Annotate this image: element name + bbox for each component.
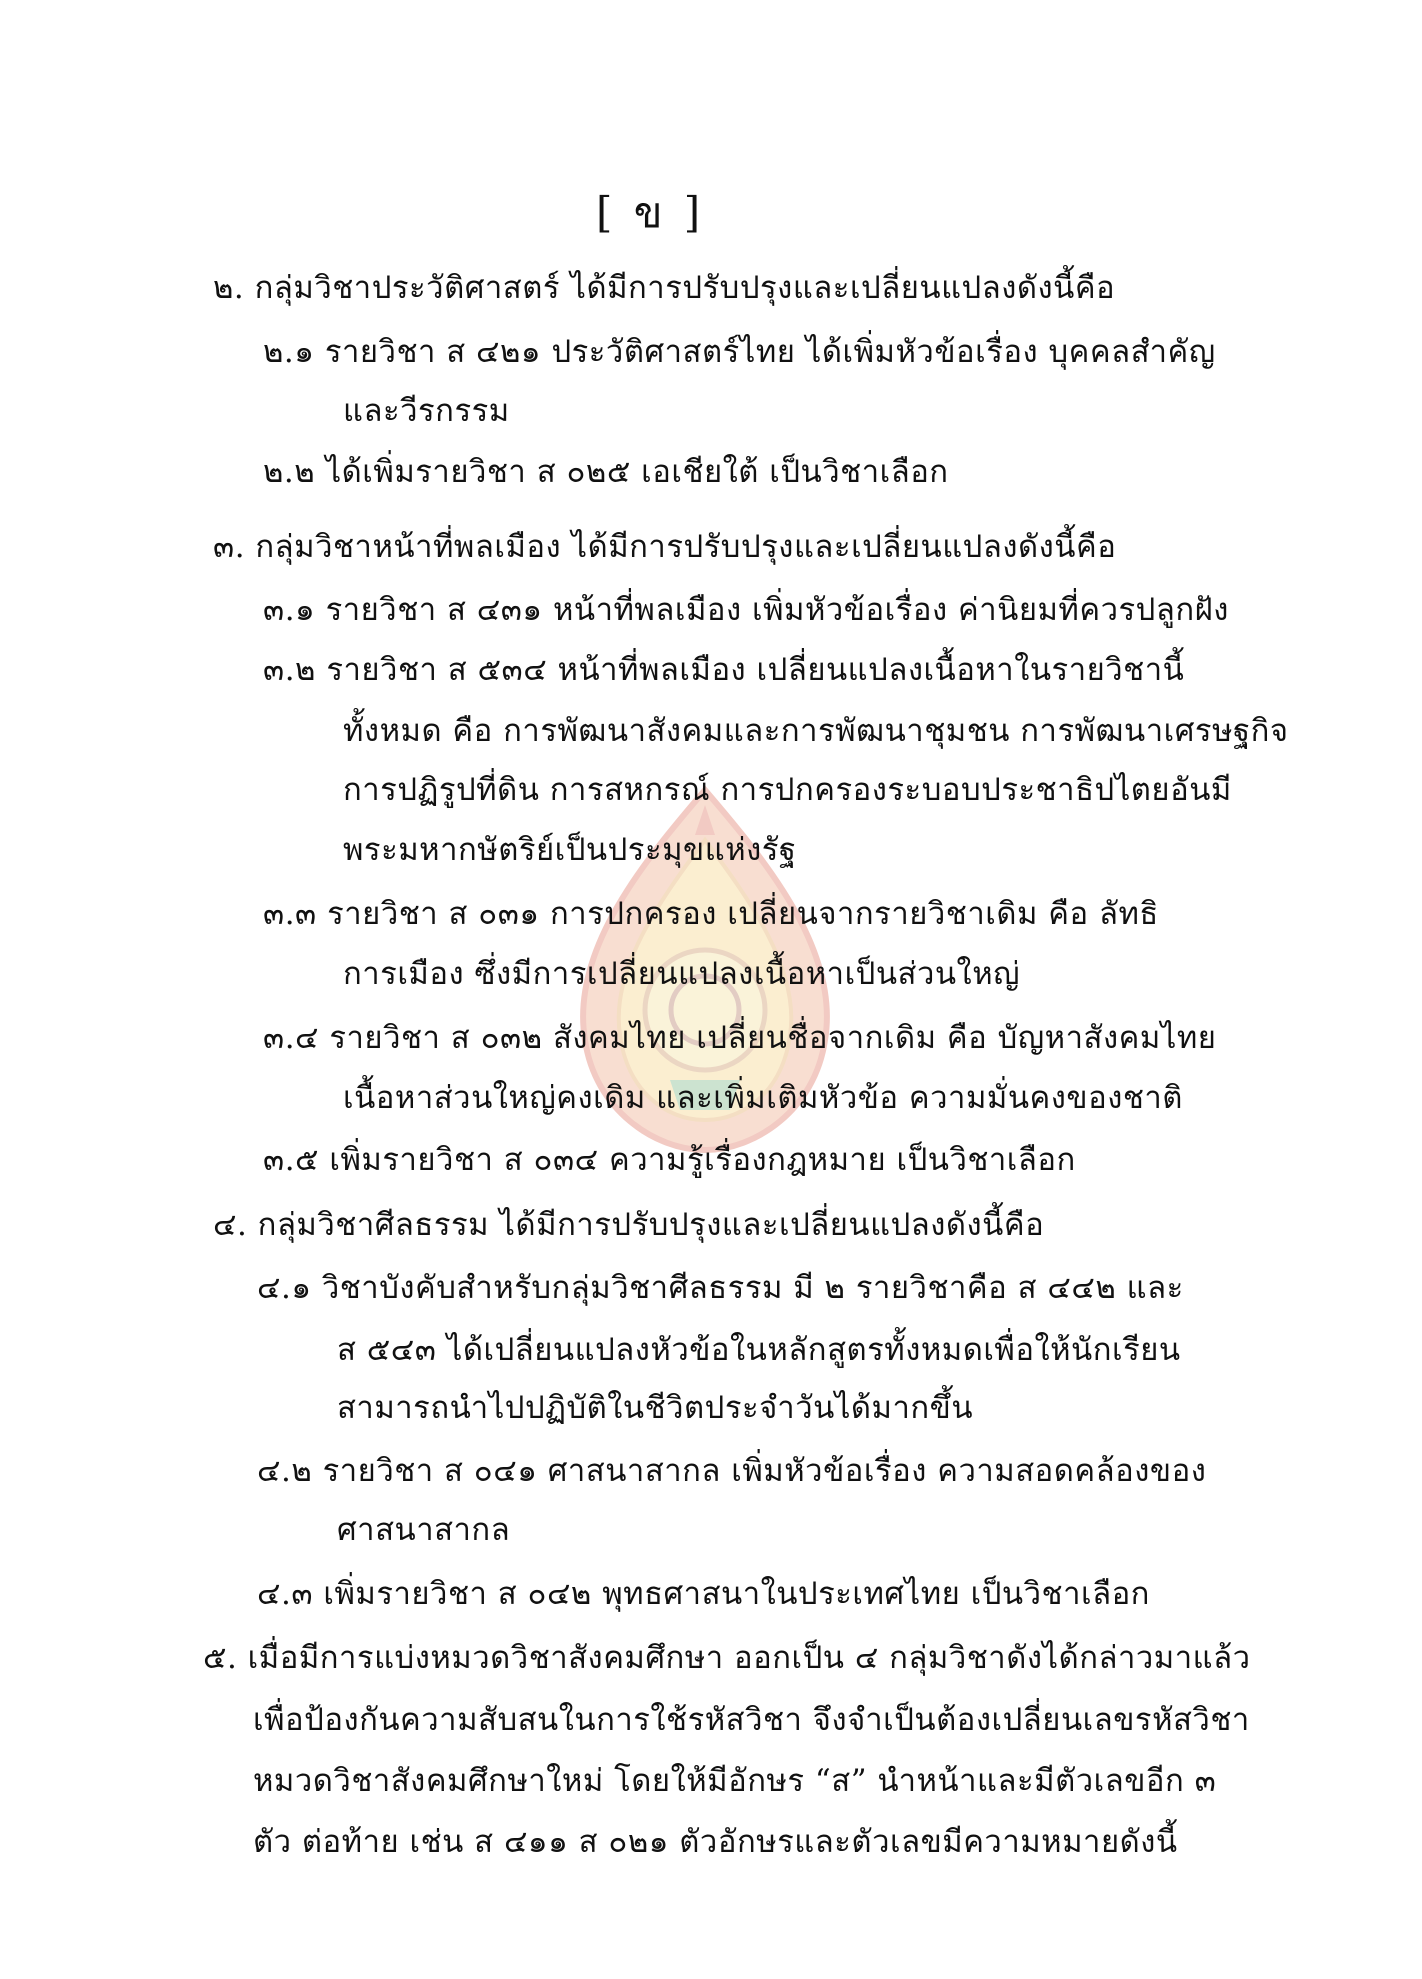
- item-3-3-line-2: การเมือง ซึ่งมีการเปลี่ยนแปลงเนื้อหาเป็นส่วนใหญ่: [343, 956, 1021, 992]
- item-3-2-line-2: ทั้งหมด คือ การพัฒนาสังคมและการพัฒนาชุมชน การพัฒนาเศรษฐกิจ: [343, 713, 1289, 749]
- item-2-1-line-2: และวีรกรรม: [343, 393, 510, 429]
- item-4-1-line-2: ส ๕๔๓ ได้เปลี่ยนแปลงหัวข้อในหลักสูตรทั้งหมดเพื่อให้นักเรียน: [337, 1332, 1181, 1368]
- section-5-line-4: ตัว ต่อท้าย เช่น ส ๔๑๑ ส ๐๒๑ ตัวอักษรและตัวเลขมีความหมายดังนี้: [253, 1824, 1178, 1860]
- section-5-line-2: เพื่อป้องกันความสับสนในการใช้รหัสวิชา จึงจำเป็นต้องเปลี่ยนเลขรหัสวิชา: [253, 1702, 1250, 1738]
- item-3-2-line-3: การปฏิรูปที่ดิน การสหกรณ์ การปกครองระบอบประชาธิปไตยอันมี: [343, 772, 1232, 808]
- item-3-2-line-1: ๓.๒ รายวิชา ส ๕๓๔ หน้าที่พลเมือง เปลี่ยนแปลงเนื้อหาในรายวิชานี้: [263, 652, 1185, 688]
- item-3-4-line-2: เนื้อหาส่วนใหญ่คงเดิม และเพิ่มเติมหัวข้อ ความมั่นคงของชาติ: [343, 1080, 1183, 1116]
- page-number: [ ข ]: [596, 188, 705, 237]
- item-4-3-line-1: ๔.๓ เพิ่มรายวิชา ส ๐๔๒ พุทธศาสนาในประเทศไทย เป็นวิชาเลือก: [257, 1576, 1150, 1612]
- section-5-line-3: หมวดวิชาสังคมศึกษาใหม่ โดยให้มีอักษร “ส” นำหน้าและมีตัวเลขอีก ๓: [253, 1763, 1217, 1799]
- item-2-1-line-1: ๒.๑ รายวิชา ส ๔๒๑ ประวัติศาสตร์ไทย ได้เพิ่มหัวข้อเรื่อง บุคคลสำคัญ: [263, 334, 1216, 370]
- item-4-1-line-1: ๔.๑ วิชาบังคับสำหรับกลุ่มวิชาศีลธรรม มี ๒ รายวิชาคือ ส ๔๔๒ และ: [257, 1270, 1184, 1306]
- section-2-heading: ๒. กลุ่มวิชาประวัติศาสตร์ ได้มีการปรับปรุงและเปลี่ยนแปลงดังนี้คือ: [213, 270, 1116, 306]
- item-2-2-line-1: ๒.๒ ได้เพิ่มรายวิชา ส ๐๒๕ เอเชียใต้ เป็นวิชาเลือก: [263, 454, 949, 490]
- item-3-2-line-4: พระมหากษัตริย์เป็นประมุขแห่งรัฐ: [343, 832, 797, 868]
- item-4-1-line-3: สามารถนำไปปฏิบัติในชีวิตประจำวันได้มากขึ้น: [337, 1390, 974, 1426]
- section-3-heading: ๓. กลุ่มวิชาหน้าที่พลเมือง ได้มีการปรับปรุงและเปลี่ยนแปลงดังนี้คือ: [213, 529, 1117, 565]
- item-4-2-line-1: ๔.๒ รายวิชา ส ๐๔๑ ศาสนาสากล เพิ่มหัวข้อเรื่อง ความสอดคล้องของ: [257, 1453, 1207, 1489]
- item-3-5-line-1: ๓.๕ เพิ่มรายวิชา ส ๐๓๔ ความรู้เรื่องกฎหมาย เป็นวิชาเลือก: [263, 1142, 1076, 1178]
- item-4-2-line-2: ศาสนาสากล: [337, 1512, 511, 1548]
- item-3-3-line-1: ๓.๓ รายวิชา ส ๐๓๑ การปกครอง เปลี่ยนจากรายวิชาเดิม คือ ลัทธิ: [263, 896, 1159, 932]
- section-5-line-1: ๕. เมื่อมีการแบ่งหมวดวิชาสังคมศึกษา ออกเป็น ๔ กลุ่มวิชาดังได้กล่าวมาแล้ว: [203, 1640, 1251, 1676]
- item-3-1-line-1: ๓.๑ รายวิชา ส ๔๓๑ หน้าที่พลเมือง เพิ่มหัวข้อเรื่อง ค่านิยมที่ควรปลูกฝัง: [263, 592, 1229, 628]
- section-4-heading: ๔. กลุ่มวิชาศีลธรรม ได้มีการปรับปรุงและเปลี่ยนแปลงดังนี้คือ: [213, 1207, 1045, 1243]
- item-3-4-line-1: ๓.๔ รายวิชา ส ๐๓๒ สังคมไทย เปลี่ยนชื่อจากเดิม คือ บัญหาสังคมไทย: [263, 1020, 1217, 1056]
